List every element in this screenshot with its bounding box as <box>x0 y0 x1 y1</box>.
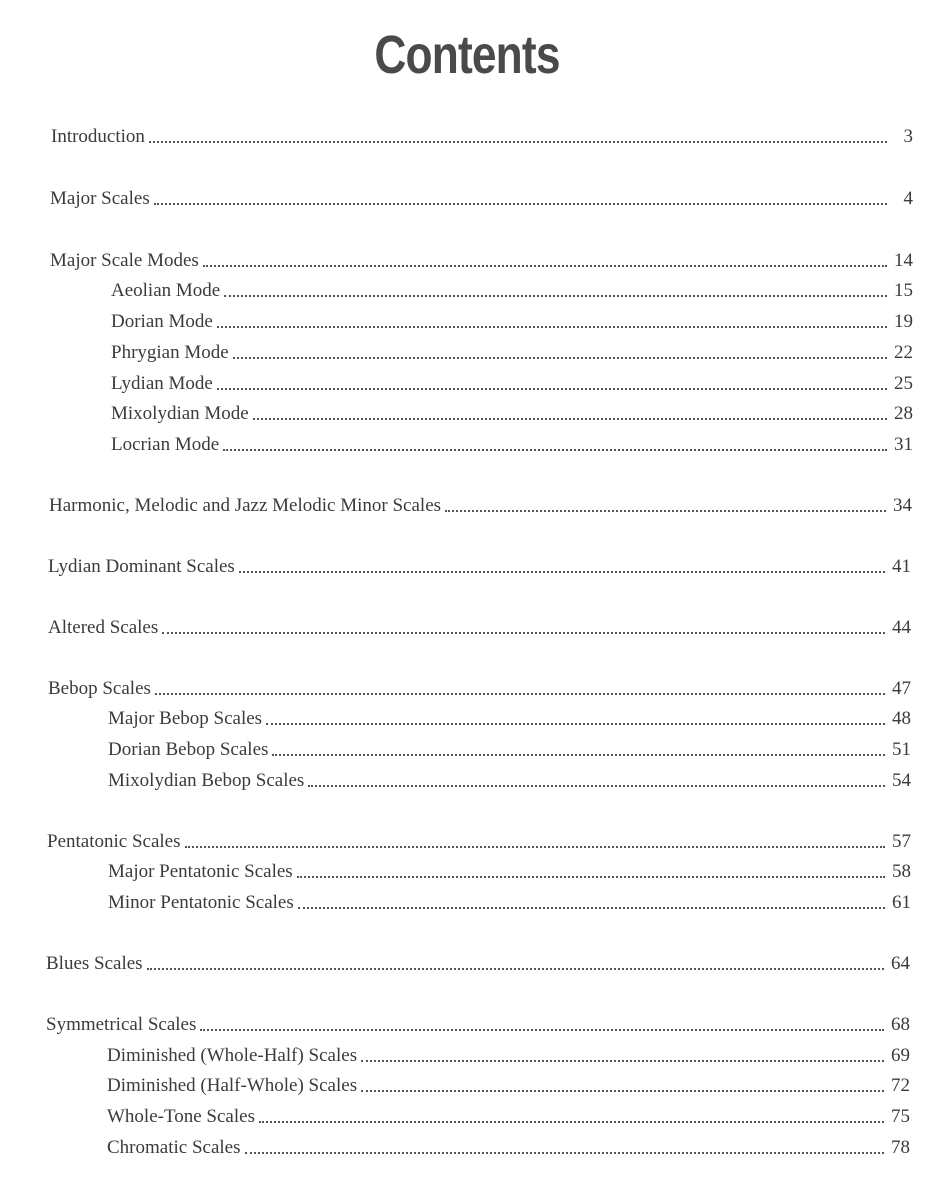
toc-subentry[interactable] <box>108 738 911 762</box>
dot-leader <box>308 785 885 787</box>
dot-leader <box>361 1090 884 1092</box>
dot-leader <box>445 510 886 512</box>
toc-entry-label: Pentatonic Scales <box>47 831 181 852</box>
toc-entry[interactable] <box>51 125 913 149</box>
dot-leader <box>297 876 885 878</box>
toc-entry-label: Symmetrical Scales <box>46 1014 197 1035</box>
toc-entry-label: Harmonic, Melodic and Jazz Melodic Minor Scales <box>49 495 442 516</box>
toc-page-number: 3 <box>903 126 913 147</box>
dot-leader <box>239 571 885 573</box>
toc-subentry[interactable] <box>107 1136 910 1160</box>
toc-page-number: 31 <box>894 434 913 455</box>
toc-page-number: 69 <box>891 1045 910 1066</box>
toc-entry-label: Mixolydian Mode <box>111 403 249 424</box>
dot-leader <box>233 357 887 359</box>
dot-leader <box>203 265 887 267</box>
toc-page-number: 75 <box>891 1106 910 1127</box>
toc-page-number: 34 <box>893 495 912 516</box>
toc-subentry[interactable] <box>111 433 913 457</box>
toc-entry[interactable] <box>48 555 911 579</box>
toc-entry-label: Locrian Mode <box>111 434 220 455</box>
dot-leader <box>162 632 885 634</box>
toc-page-number: 61 <box>892 892 911 913</box>
toc-page-number: 48 <box>892 708 911 729</box>
toc-entry-label: Phrygian Mode <box>111 342 229 363</box>
toc-entry-label: Bebop Scales <box>48 678 151 699</box>
toc-subentry[interactable] <box>111 372 913 396</box>
toc-entry[interactable] <box>48 677 911 701</box>
toc-entry-label: Major Scale Modes <box>50 250 199 271</box>
toc-subentry[interactable] <box>107 1105 910 1129</box>
dot-leader <box>224 295 887 297</box>
toc-page-number: 4 <box>903 188 913 209</box>
toc-subentry[interactable] <box>111 279 913 303</box>
toc-entry-label: Blues Scales <box>46 953 143 974</box>
toc-entry-label: Major Scales <box>50 188 150 209</box>
toc-entry-label: Whole-Tone Scales <box>107 1106 255 1127</box>
toc-subentry[interactable] <box>108 769 911 793</box>
dot-leader <box>266 723 885 725</box>
toc-page-number: 54 <box>892 770 911 791</box>
toc-page-number: 51 <box>892 739 911 760</box>
toc-page-number: 28 <box>894 403 913 424</box>
toc-entry[interactable] <box>50 187 913 211</box>
toc-entry-label: Major Pentatonic Scales <box>108 861 293 882</box>
toc-entry-label: Diminished (Whole-Half) Scales <box>107 1045 358 1066</box>
toc-subentry[interactable] <box>108 707 911 731</box>
toc-page-number: 19 <box>894 311 913 332</box>
toc-page-number: 41 <box>892 556 911 577</box>
toc-entry-label: Chromatic Scales <box>107 1137 241 1158</box>
dot-leader <box>217 388 887 390</box>
toc-entry[interactable] <box>47 830 911 854</box>
toc-entry-label: Lydian Dominant Scales <box>48 556 235 577</box>
toc-entry-label: Minor Pentatonic Scales <box>108 892 294 913</box>
dot-leader <box>361 1060 884 1062</box>
page-title: Contents <box>374 25 560 85</box>
toc-entry-label: Mixolydian Bebop Scales <box>108 770 305 791</box>
toc-entry-label: Dorian Bebop Scales <box>108 739 269 760</box>
dot-leader <box>245 1152 885 1154</box>
dot-leader <box>253 418 887 420</box>
dot-leader <box>272 754 885 756</box>
toc-entry-label: Dorian Mode <box>111 311 213 332</box>
dot-leader <box>217 326 887 328</box>
dot-leader <box>155 693 885 695</box>
toc-entry-label: Introduction <box>51 126 145 147</box>
toc-subentry[interactable] <box>111 341 913 365</box>
toc-entry[interactable] <box>46 1013 910 1037</box>
toc-page-number: 57 <box>892 831 911 852</box>
dot-leader <box>149 141 887 143</box>
toc-subentry[interactable] <box>107 1044 910 1068</box>
dot-leader <box>147 968 884 970</box>
toc-entry-label: Altered Scales <box>48 617 159 638</box>
dot-leader <box>223 449 887 451</box>
toc-subentry[interactable] <box>111 310 913 334</box>
toc-page-number: 22 <box>894 342 913 363</box>
toc-page-number: 44 <box>892 617 911 638</box>
toc-entry-label: Diminished (Half-Whole) Scales <box>107 1075 358 1096</box>
toc-page-number: 58 <box>892 861 911 882</box>
toc-entry-label: Major Bebop Scales <box>108 708 263 729</box>
toc-page-number: 64 <box>891 953 910 974</box>
dot-leader <box>259 1121 884 1123</box>
toc-subentry[interactable] <box>108 891 911 915</box>
dot-leader <box>185 846 886 848</box>
toc-subentry[interactable] <box>108 860 911 884</box>
toc-subentry[interactable] <box>111 402 913 426</box>
dot-leader <box>200 1029 884 1031</box>
toc-entry-label: Aeolian Mode <box>111 280 221 301</box>
toc-page-number: 14 <box>894 250 913 271</box>
dot-leader <box>154 203 887 205</box>
toc-subentry[interactable] <box>107 1074 910 1098</box>
toc-entry[interactable] <box>48 616 911 640</box>
toc-entry-label: Lydian Mode <box>111 373 213 394</box>
dot-leader <box>298 907 885 909</box>
toc-entry[interactable] <box>49 494 912 518</box>
toc-page-number: 15 <box>894 280 913 301</box>
toc-entry[interactable] <box>46 952 910 976</box>
toc-entry[interactable] <box>50 249 913 273</box>
toc-page-number: 72 <box>891 1075 910 1096</box>
toc-page-number: 68 <box>891 1014 910 1035</box>
toc-page-number: 78 <box>891 1137 910 1158</box>
toc-page-number: 47 <box>892 678 911 699</box>
toc-page-number: 25 <box>894 373 913 394</box>
